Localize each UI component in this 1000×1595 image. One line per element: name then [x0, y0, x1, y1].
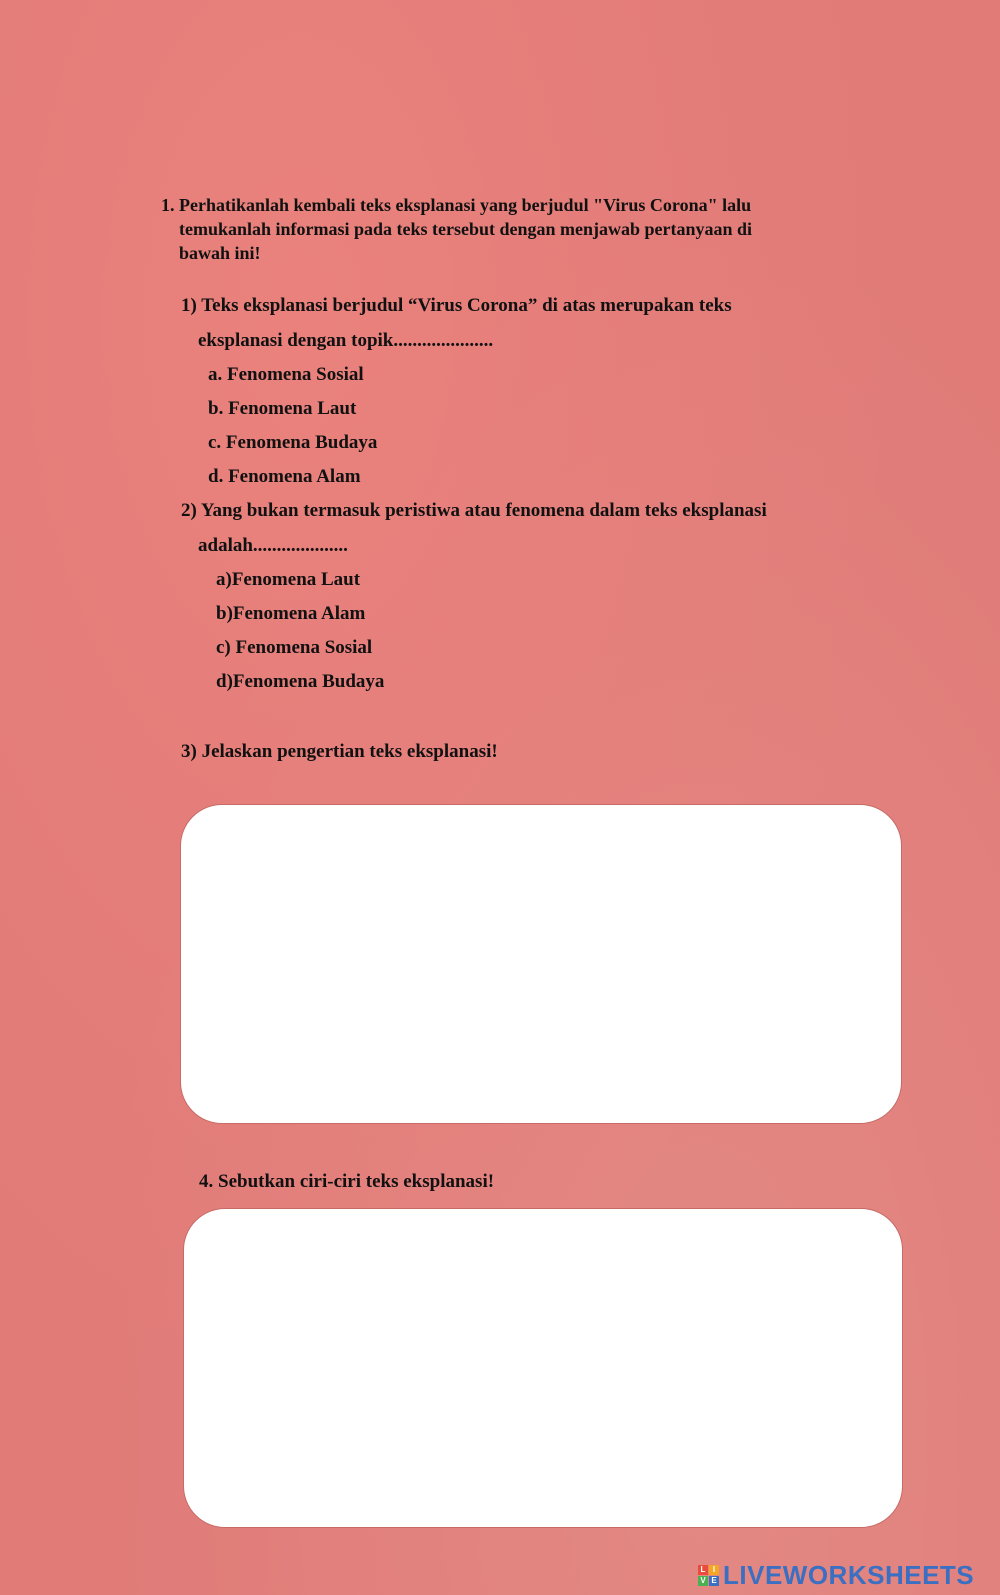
q3-text: 3) Jelaskan pengertian teks eksplanasi! — [181, 741, 498, 762]
q1-line-2: eksplanasi dengan topik..................... — [198, 330, 494, 351]
intro-line-2: temukanlah informasi pada teks tersebut dengan menjawab pertanyaan di — [179, 219, 753, 239]
intro-text — [179, 193, 752, 265]
q1-option-d[interactable]: d. Fenomena Alam — [208, 466, 361, 487]
logo-mark-l: L — [698, 1565, 708, 1575]
q1-option-b[interactable]: b. Fenomena Laut — [208, 398, 357, 419]
q2-option-d[interactable]: d)Fenomena Budaya — [216, 671, 385, 692]
q3-answer-box[interactable] — [180, 804, 902, 1124]
q2-line-2: adalah.................... — [198, 535, 348, 556]
q1-option-a[interactable]: a. Fenomena Sosial — [208, 364, 364, 385]
intro-line-3: bawah ini! — [179, 243, 261, 263]
liveworksheets-logo — [698, 1561, 974, 1589]
logo-mark-e: E — [709, 1576, 719, 1586]
q2-option-c[interactable]: c) Fenomena Sosial — [216, 637, 373, 658]
q2-option-a[interactable]: a)Fenomena Laut — [216, 569, 361, 590]
logo-text: LIVEWORKSHEETS — [723, 1559, 975, 1590]
q2-line-1: 2) Yang bukan termasuk peristiwa atau fenomena dalam teks eksplanasi — [181, 500, 767, 521]
q4-text: 4. Sebutkan ciri-ciri teks eksplanasi! — [199, 1171, 495, 1192]
logo-mark-v: V — [698, 1576, 708, 1586]
q4-answer-box[interactable] — [183, 1208, 903, 1528]
intro-line-1: Perhatikanlah kembali teks eksplanasi yang berjudul "Virus Corona" lalu — [179, 195, 752, 215]
logo-mark-i: I — [709, 1565, 719, 1575]
intro-number: 1. — [161, 195, 175, 215]
q2-option-b[interactable]: b)Fenomena Alam — [216, 603, 366, 624]
logo-mark-icon — [698, 1565, 719, 1586]
q1-line-1: 1) Teks eksplanasi berjudul “Virus Corona” di atas merupakan teks — [181, 295, 732, 316]
q1-option-c[interactable]: c. Fenomena Budaya — [208, 432, 378, 453]
